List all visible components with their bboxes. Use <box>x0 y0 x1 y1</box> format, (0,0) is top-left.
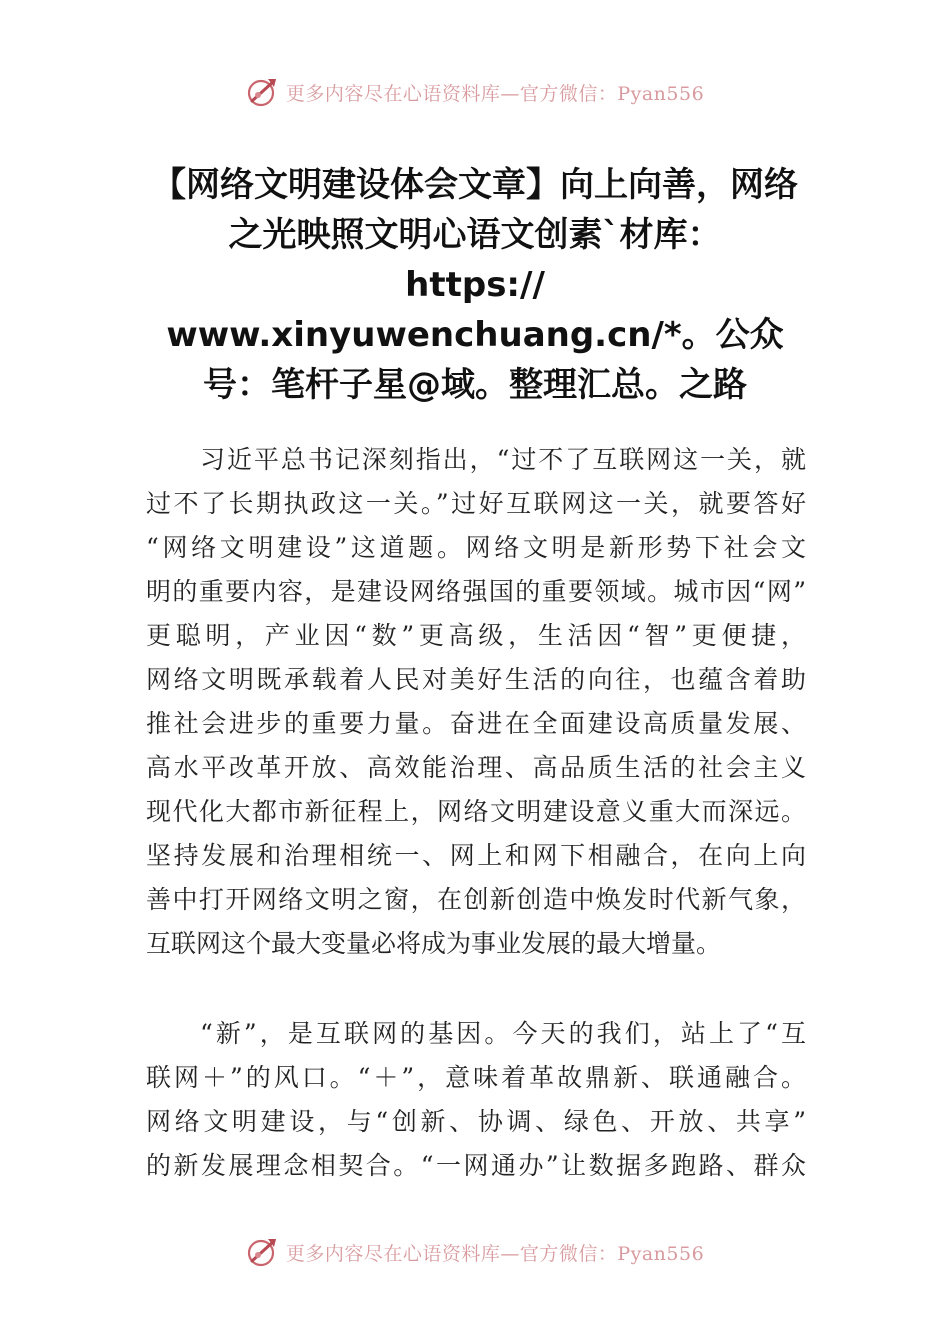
text-line: 明的重要内容，是建设网络强国的重要领域。城市因“网” <box>146 577 806 606</box>
text-line: 互联网这个最大变量必将成为事业发展的最大增量。 <box>146 929 722 958</box>
text-line: 网络文明既承载着人民对美好生活的向往，也蕴含着助 <box>146 665 806 694</box>
text-line: 更聪明，产业因“数”更高级，生活因“智”更便捷， <box>146 621 806 650</box>
text-line: 习近平总书记深刻指出，“过不了互联网这一关，就 <box>200 445 806 474</box>
text-line: 推社会进步的重要力量。奋进在全面建设高质量发展、 <box>146 709 806 738</box>
text-line: “网络文明建设”这道题。网络文明是新形势下社会文 <box>146 533 806 562</box>
title-line: 号：笔杆子星@域。整理汇总。之路 <box>203 365 747 405</box>
brand-logo-icon <box>246 75 280 109</box>
body-paragraph-1 <box>146 438 806 966</box>
text-line: 善中打开网络文明之窗，在创新创造中焕发时代新气象， <box>146 885 806 914</box>
watermark-text: 更多内容尽在心语资料库—官方微信：Pyan556 <box>285 1242 705 1265</box>
document-title <box>120 160 830 410</box>
text-line: 坚持发展和治理相统一、网上和网下相融合，在向上向 <box>146 841 806 870</box>
text-line: 高水平改革开放、高效能治理、高品质生活的社会主义 <box>146 753 806 782</box>
body-paragraph-2 <box>146 1012 806 1188</box>
title-line: https:// <box>405 265 545 305</box>
text-line: 现代化大都市新征程上，网络文明建设意义重大而深远。 <box>146 797 806 826</box>
footer-watermark <box>0 1232 950 1272</box>
watermark-text: 更多内容尽在心语资料库—官方微信：Pyan556 <box>285 82 705 105</box>
title-line: 【网络文明建设体会文章】向上向善，网络 <box>152 165 798 205</box>
brand-logo-icon <box>246 1235 280 1269</box>
header-watermark <box>0 72 950 112</box>
title-line: 之光映照文明心语文创素`材库： <box>228 215 722 255</box>
title-line: www.xinyuwenchuang.cn/*。公众 <box>166 315 784 355</box>
text-line: 过不了长期执政这一关。”过好互联网这一关，就要答好 <box>146 489 806 518</box>
text-line: “新”，是互联网的基因。今天的我们，站上了“互 <box>200 1019 806 1048</box>
text-line: 网络文明建设，与“创新、协调、绿色、开放、共享” <box>146 1107 806 1136</box>
text-line: 联网＋”的风口。“＋”，意味着革故鼎新、联通融合。 <box>146 1063 806 1092</box>
text-line: 的新发展理念相契合。“一网通办”让数据多跑路、群众 <box>146 1151 806 1180</box>
